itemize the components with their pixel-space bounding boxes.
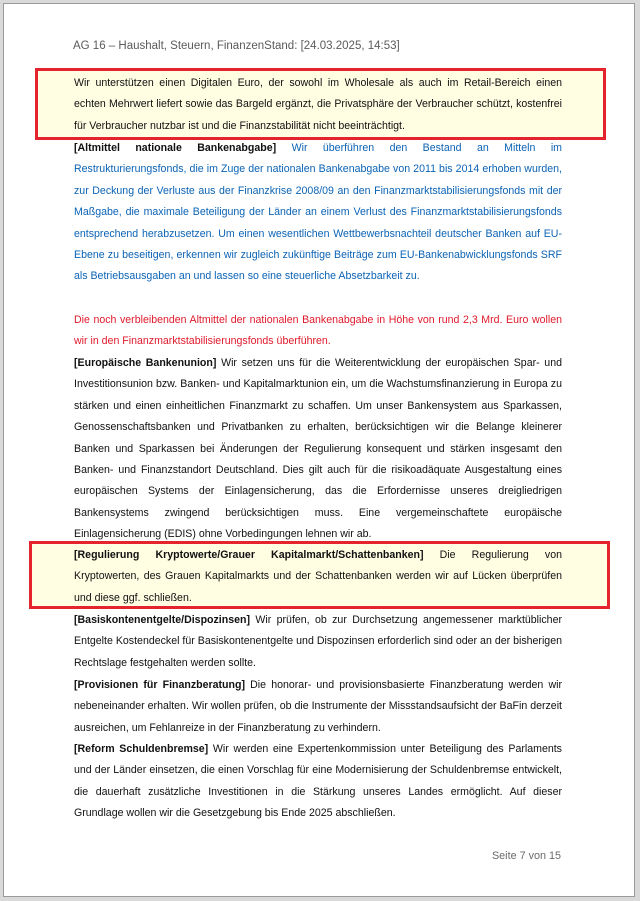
page-header: AG 16 – Haushalt, Steuern, FinanzenStand: [24.03.2025, 14:53]: [73, 40, 400, 52]
paragraph-krypto: [74, 545, 562, 609]
page-number: Seite 7 von 15: [491, 850, 561, 862]
paragraph-provisionen: [74, 675, 562, 739]
paragraph-text: Die Regulierung von Kryptowerten, des Grauen Kapitalmarkts und der Schattenbanken werden wir auf Lücken überprüfen und diese ggf. schließen.: [74, 549, 562, 604]
paragraph-dispozinsen: [74, 610, 562, 674]
paragraph-bankenunion: [74, 353, 562, 546]
paragraph-heading: [Reform Schuldenbremse]: [74, 743, 209, 755]
paragraph-heading: [Provisionen für Finanzberatung]: [74, 679, 245, 691]
paragraph-altmittel: [74, 138, 562, 288]
paragraph-text: Die honorar- und provisionsbasierte Finanzberatung werden wir nebeneinander erhalten. Wir wollen prüfen, ob die Instrumente der Missstandsaufsicht der BaFin derzeit ausreichen, um Fehlanreize in der Finanzberatung zu verhindern.: [74, 679, 562, 734]
paragraph-schuldenbremse: [74, 739, 562, 825]
paragraph-heading: [Regulierung Kryptowerte/Grauer Kapitalmarkt/Schattenbanken]: [74, 549, 424, 561]
paragraph-text: Wir setzen uns für die Weiterentwicklung der europäischen Spar- und Investitionsunion bzw. Banken- und Kapitalmarktunion ein, um die Wachstumsfinanzierung in Europa zu stärken und einen einheitlichen Finanzmarkt zu schaffen. Um unser Bankensystem aus Sparkassen, Genossenschaftsbanken und Privatbanken zu erhalten, berücksichtigen wir die Belange kleinerer Banken und Sparkassen bei Änderungen der Regulierung konsequent und stärken insgesamt den Banken- und Finanzstandort Deutschland. Dies gilt auch für die risikoadäquate Ausgestaltung eines europäischen Systems der Einlagensicherung, das die Erfordernisse unseres dreigliedrigen Bankensystems zwingend berücksichtigen muss. Eine vergemeinschaftete europäische Einlagensicherung (EDIS) ohne Vorbedingungen lehnen wir ab.: [74, 357, 562, 541]
paragraph-text: Wir überführen den Bestand an Mitteln im Restrukturierungsfonds, die im Zuge der nationalen Bankenabgabe von 2011 bis 2014 erhoben wurden, zur Deckung der Verluste aus der Finanzkrise 2008/09 an den Finanzmarktstabilisierungsfonds mit der Maßgabe, die maximale Beteiligung der Länder an einem Verlust des Finanzmarktstabilisierungsfonds entsprechend herabzusetzen. Um einen wesentlichen Wettbewerbsnachteil deutscher Banken auf EU-Ebene zu beseitigen, erkennen wir zugleich zukünftige Beiträge zum EU-Bankenabwicklungsfonds SRF als Betriebsausgaben an und lassen so eine steuerliche Absetzbarkeit zu.: [74, 142, 562, 283]
paragraph-heading: [Altmittel nationale Bankenabgabe]: [74, 142, 277, 154]
paragraph-heading: [Europäische Bankenunion]: [74, 357, 217, 369]
paragraph-text: Wir werden eine Expertenkommission unter Beteiligung des Parlaments und der Länder einsetzen, die einen Vorschlag für eine Modernisierung der Schuldenbremse entwickelt, die dauerhaft zusätzliche Investitionen in die Stärkung unseres Landes ermöglicht. Auf dieser Grundlage wollen wir die Gesetzgebung bis Ende 2025 abschließen.: [74, 743, 562, 820]
paragraph-text: Wir prüfen, ob zur Durchsetzung angemessener marktüblicher Entgelte Kostendeckel für Basiskontenentgelte und Dispozinsen erforderlich sind oder an der bisherigen Rechtslage festgehalten werden sollte.: [74, 614, 562, 669]
paragraph-altmittel-red: [74, 310, 562, 353]
paragraph-text: Die noch verbleibenden Altmittel der nationalen Bankenabgabe in Höhe von rund 2,3 Mrd. Euro wollen wir in den Finanzmarktstabilisierungsfonds überführen.: [74, 314, 562, 348]
paragraph-digital-euro: [74, 73, 562, 137]
paragraph-heading: [Basiskontenentgelte/Dispozinsen]: [74, 614, 251, 626]
paragraph-text: Wir unterstützen einen Digitalen Euro, der sowohl im Wholesale als auch im Retail-Bereich einen echten Mehrwert liefert sowie das Bargeld ergänzt, die Privatsphäre der Verbraucher schützt, kostenfrei für Verbraucher nutzbar ist und die Finanzstabilität nicht beeinträchtigt.: [74, 77, 562, 132]
